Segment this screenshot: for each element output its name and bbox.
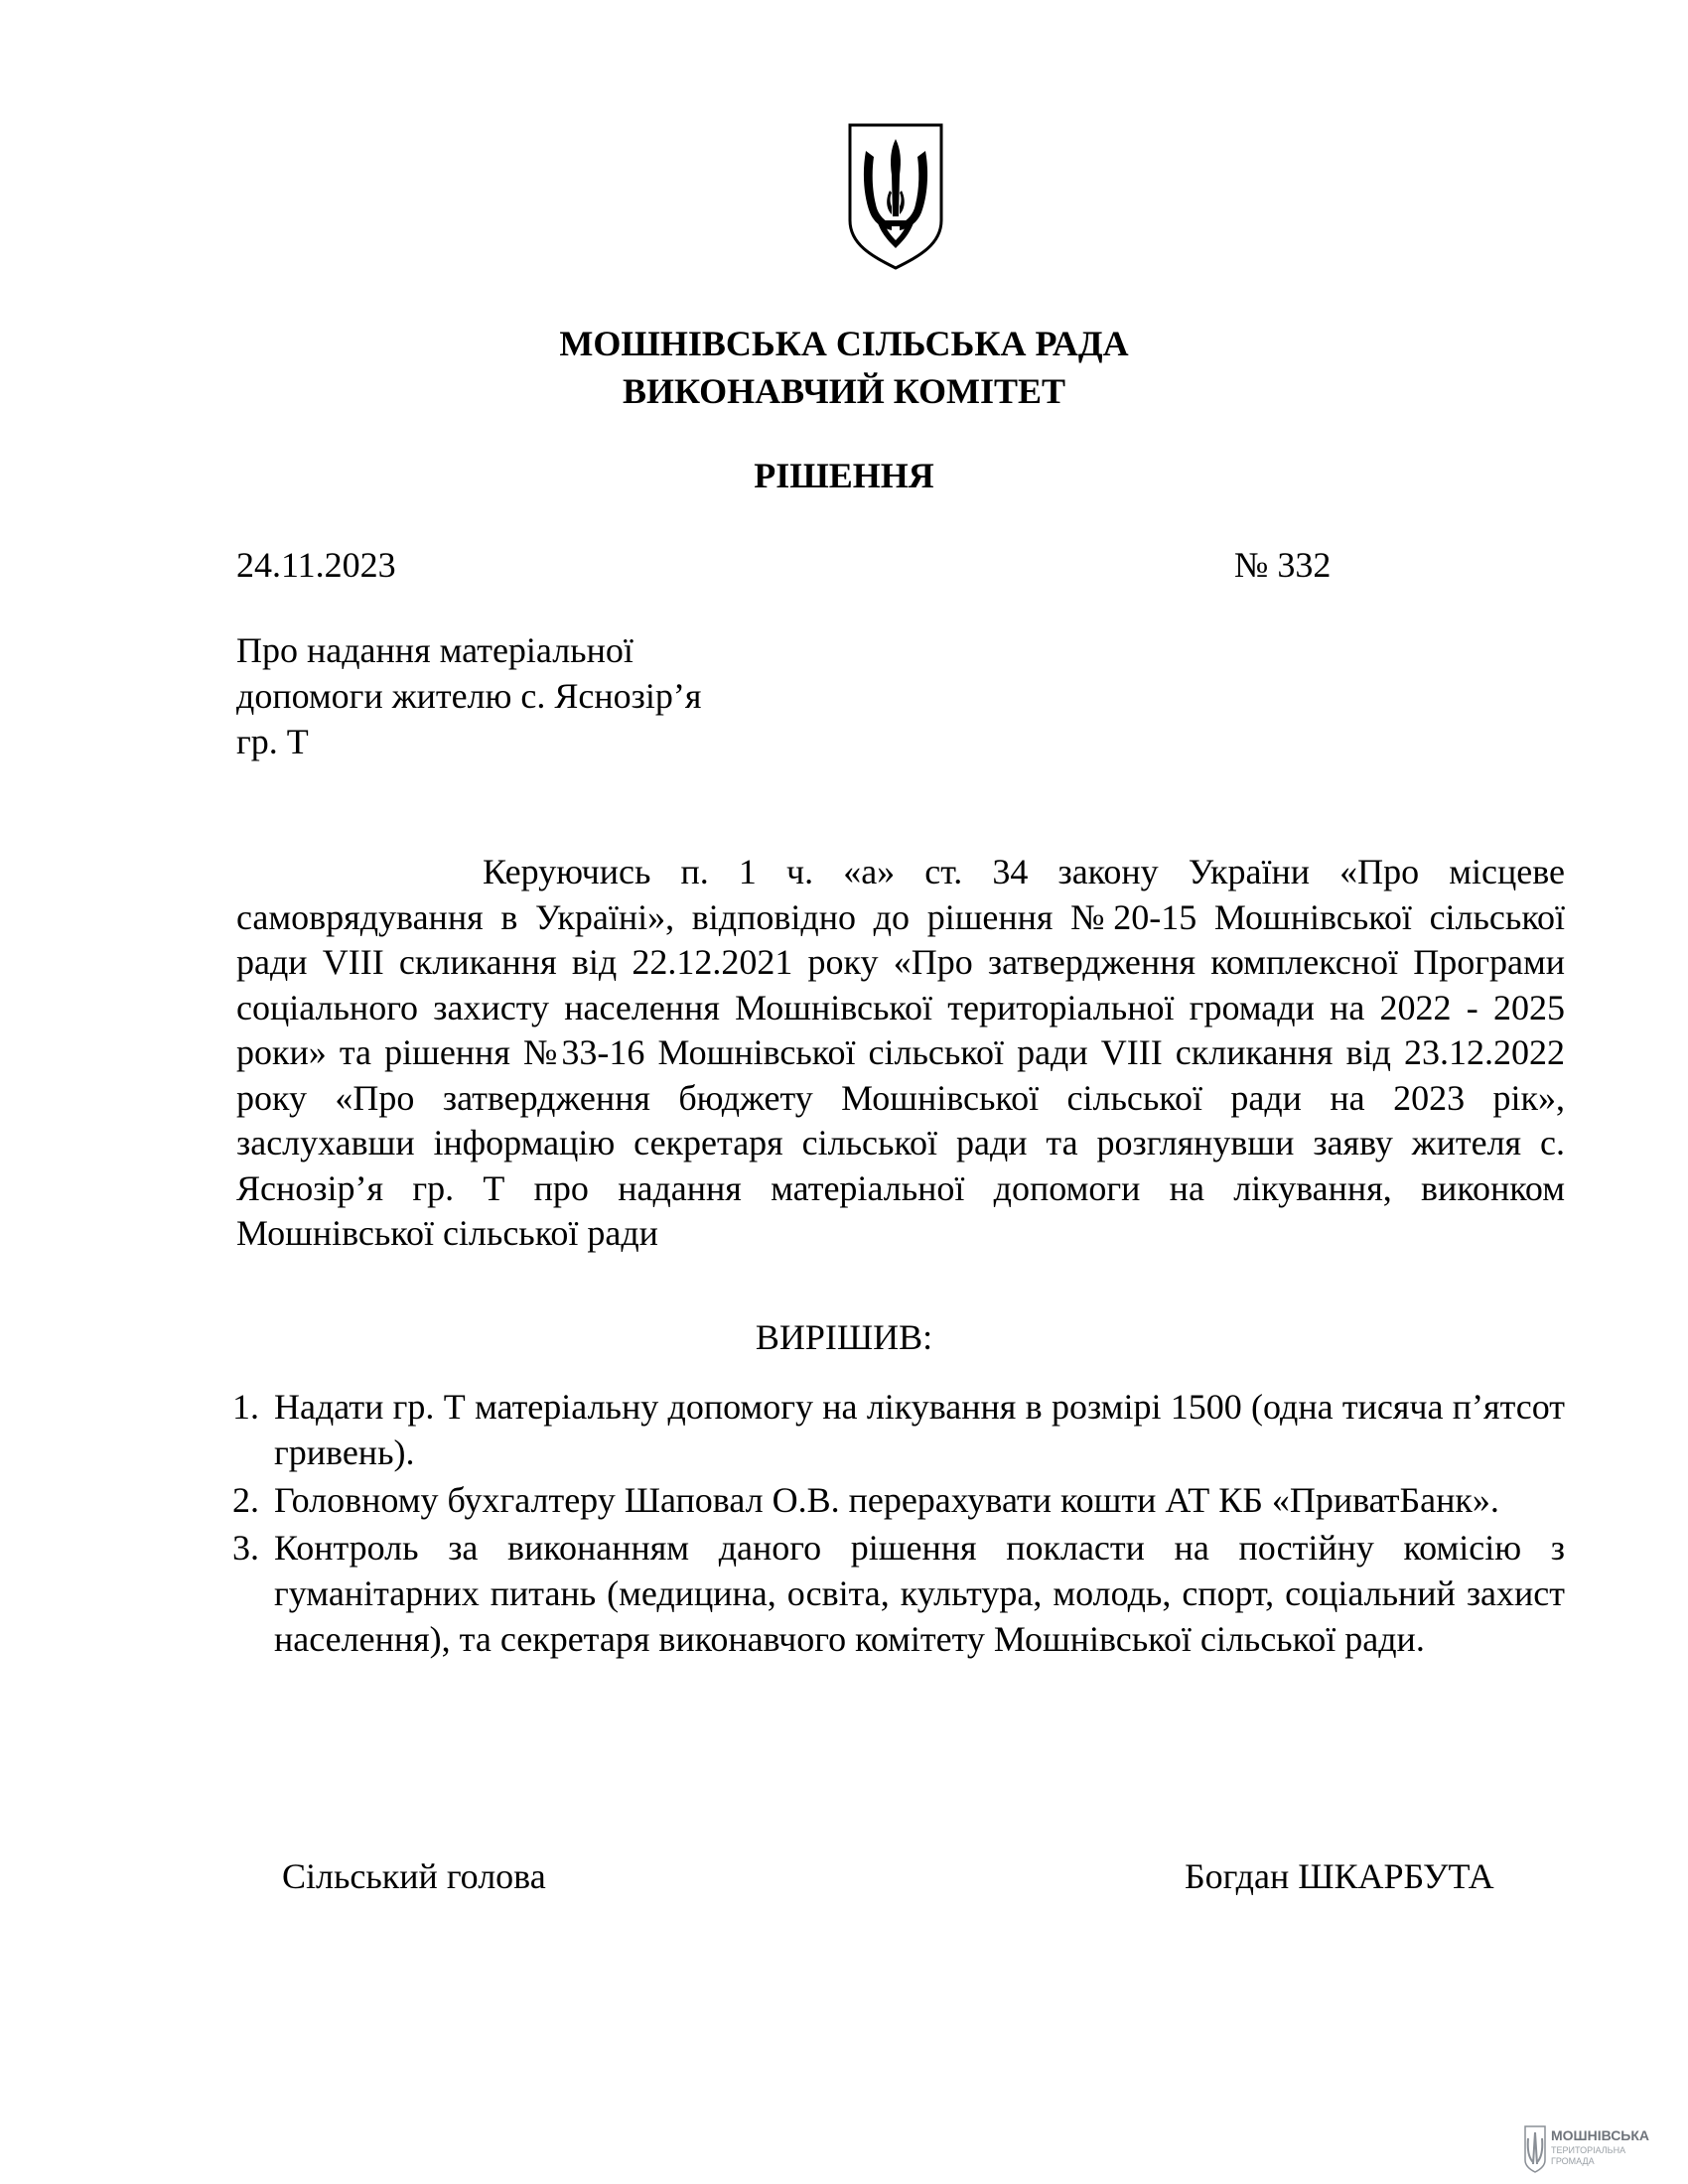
signature-title: Сільський голова [282,1856,546,1896]
community-watermark [1523,2124,1682,2174]
subject-line: Про надання матеріальної [236,630,633,670]
item-number: 2. [232,1480,259,1520]
watermark-line-1: МОШНІВСЬКА [1551,2127,1650,2143]
item-number: 1. [232,1387,259,1427]
item-text: Надати гр. Т матеріальну допомогу на лікування в розмірі 1500 (одна тисяча п’ятсот гривень). [274,1387,1565,1472]
organization-name [0,320,1688,415]
organization-line-1: МОШНІВСЬКА СІЛЬСЬКА РАДА [559,324,1129,363]
resolution-item [232,1525,1565,1662]
resolved-heading: ВИРІШИВ: [755,1317,933,1357]
trident-coat-of-arms-icon [846,121,945,270]
item-text: Головному бухгалтеру Шаповал О.В. перерахувати кошти АТ КБ «ПриватБанк». [274,1480,1499,1520]
item-number: 3. [232,1528,259,1568]
watermark-line-2: ТЕРИТОРІАЛЬНА [1551,2145,1626,2155]
signature-name: Богдан ШКАРБУТА [1185,1856,1494,1896]
organization-line-2: ВИКОНАВЧИЙ КОМІТЕТ [622,371,1066,411]
resolution-item [232,1384,1565,1475]
item-text: Контроль за виконанням даного рішення покласти на постійну комісію з гуманітарних питань (медицина, освіта, культура, молодь, спорт, соціальний захист населення), та секретаря виконавчого комітету Мошнівської сільської ради. [274,1528,1565,1659]
document-date: 24.11.2023 [236,545,396,585]
document-subject [236,627,701,764]
resolution-item [232,1477,1565,1523]
resolution-items [232,1384,1565,1664]
preamble-paragraph: Керуючись п. 1 ч. «а» ст. 34 закону України «Про місцеве самоврядування в Україні», відповідно до рішення №20-15 Мошнівської сільської ради VIII скликання від 22.12.2021 року «Про затвердження комплексної Програми соціального захисту населення Мошнівської територіальної громади на 2022 - 2025 роки» та рішення №33-16 Мошнівської сільської ради VIII скликання від 23.12.2022 року «Про затвердження бюджету Мошнівської сільської ради на 2023 рік», заслухавши інформацію секретаря сільської ради та розглянувши заяву жителя с. Яснозір’я гр. Т про надання матеріальної допомоги на лікування, виконком Мошнівської сільської ради [236,852,1565,1253]
document-type: РІШЕННЯ [754,456,934,495]
document-number: № 332 [1234,545,1332,585]
trident-emblem-icon [1525,2126,1545,2172]
watermark-line-3: ГРОМАДА [1551,2156,1595,2166]
subject-line: допомоги жителю с. Яснозір’я [236,676,702,716]
subject-line: гр. Т [236,722,309,761]
